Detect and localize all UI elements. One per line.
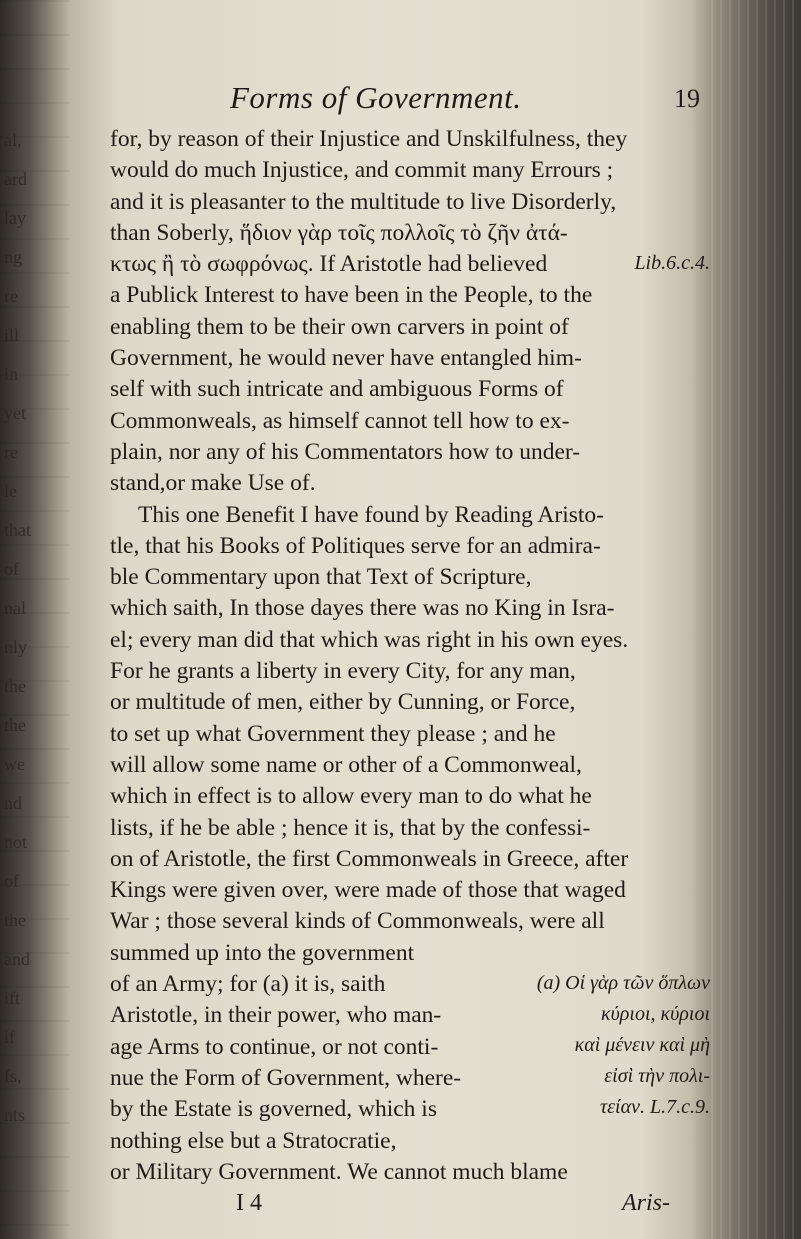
text-line: on of Aristotle, the first Commonweals in Greece, after [110, 845, 629, 872]
adjacent-page-fragment: not [4, 832, 28, 852]
text-line: For he grants a liberty in every City, for any man, [110, 658, 576, 685]
margin-note-greek-4: εἰσὶ τὴν πολι- [604, 1065, 710, 1087]
text-line: would do much Injustice, and commit many Errours ; [110, 157, 614, 184]
text-line: or Military Government. We cannot much blame [110, 1158, 568, 1185]
margin-note-greek-1: (a) Οἱ γὰρ τῶν ὅπλων [536, 972, 710, 994]
text-line: by the Estate is governed, which is [110, 1096, 437, 1123]
adjacent-page-fragment: the [4, 910, 26, 930]
text-line: Commonweals, as himself cannot tell how to ex- [110, 407, 570, 434]
text-line: to set up what Government they please ; and he [110, 720, 556, 747]
catchword: Aris- [622, 1190, 670, 1217]
adjacent-page-fragment: fs, [4, 1066, 22, 1086]
page-stack-edge [711, 0, 801, 1239]
adjacent-page-fragment: nts [4, 1105, 26, 1125]
text-line: which in effect is to allow every man to do what he [110, 783, 592, 810]
signature-mark: I 4 [236, 1190, 262, 1217]
adjacent-page-fragment: lay [4, 208, 26, 228]
text-line: ble Commentary upon that Text of Scripture, [110, 564, 532, 591]
margin-note-greek-2: κύριοι, κύριοι [601, 1003, 710, 1025]
margin-note-greek-5: τείαν. L.7.c.9. [600, 1096, 710, 1118]
adjacent-page-fragment: that [4, 520, 31, 540]
text-line: or multitude of men, either by Cunning, or Force, [110, 689, 576, 716]
text-line: This one Benefit I have found by Reading Aristo- [138, 501, 604, 528]
text-line: Kings were given over, were made of those that waged [110, 877, 626, 904]
adjacent-page-fragment: of [4, 871, 19, 891]
main-text [110, 124, 710, 1188]
adjacent-page-fragment: re [4, 442, 18, 462]
text-line: stand,or make Use of. [110, 470, 316, 497]
text-line: enabling them to be their own carvers in point of [110, 313, 569, 340]
text-line: will allow some name or other of a Commonweal, [110, 751, 582, 778]
adjacent-page-edge [0, 0, 70, 1239]
adjacent-page-fragment: nd [4, 793, 22, 813]
page-header [110, 80, 710, 124]
adjacent-page-fragment: le [4, 481, 17, 501]
text-line: War ; those several kinds of Commonweals, were all [110, 908, 605, 935]
adjacent-page-fragment: yet [4, 403, 26, 423]
text-line: a Publick Interest to have been in the People, to the [110, 282, 593, 309]
adjacent-page-fragment: re [4, 286, 18, 306]
text-line: and it is pleasanter to the multitude to live Disorderly, [110, 188, 617, 215]
adjacent-page-fragment: of [4, 559, 19, 579]
text-line: plain, nor any of his Commentators how to under- [110, 438, 581, 465]
margin-note-greek-3: καὶ μένειν καὶ μὴ [574, 1034, 710, 1056]
text-line: of an Army; for (a) it is, saith [110, 971, 386, 998]
text-line: self with such intricate and ambiguous Forms of [110, 376, 564, 403]
text-line: nothing else but a Stratocratie, [110, 1127, 397, 1154]
margin-note-lib-ref: Lib.6.c.4. [634, 252, 710, 274]
text-line: Government, he would never have entangled him- [110, 345, 582, 372]
adjacent-page-fragment: ift [4, 988, 20, 1008]
text-line: nue the Form of Government, where- [110, 1064, 462, 1091]
text-line: summed up into the government [110, 939, 415, 966]
adjacent-page-fragment: the [4, 715, 26, 735]
adjacent-page-fragment: we [4, 754, 25, 774]
text-line: lists, if he be able ; hence it is, that by the confessi- [110, 814, 591, 841]
adjacent-page-fragment: and [4, 949, 30, 969]
adjacent-page-fragment: in [4, 364, 19, 384]
running-title: Forms of Government. [230, 80, 522, 115]
adjacent-page-fragment: ill [4, 325, 20, 345]
text-line: for, by reason of their Injustice and Unskilfulness, they [110, 126, 628, 152]
page-footer [110, 1190, 710, 1222]
text-line: which saith, In those dayes there was no King in Isra- [110, 595, 615, 622]
text-line: Aristotle, in their power, who man- [110, 1002, 442, 1029]
adjacent-page-fragment: al, [4, 130, 22, 150]
adjacent-page-fragment: nly [4, 637, 28, 657]
text-line: than Soberly, ἥδιον γὰρ τοῖς πολλοῖς τὸ ζῆν ἀτά- [110, 219, 568, 246]
adjacent-page-fragment: if [4, 1027, 15, 1047]
text-line: age Arms to continue, or not conti- [110, 1033, 439, 1060]
book-page [110, 80, 710, 1217]
text-line: κτως ἢ τὸ σωφρόνως. If Aristotle had believed [110, 251, 548, 278]
adjacent-page-fragment: ng [4, 247, 22, 267]
text-line: tle, that his Books of Politiques serve for an admira- [110, 532, 601, 559]
page-number: 19 [674, 84, 700, 113]
adjacent-page-fragment: the [4, 676, 26, 696]
adjacent-page-fragment: nal [4, 598, 26, 618]
text-line: el; every man did that which was right in his own eyes. [110, 626, 629, 653]
adjacent-page-fragment: ard [4, 169, 27, 189]
